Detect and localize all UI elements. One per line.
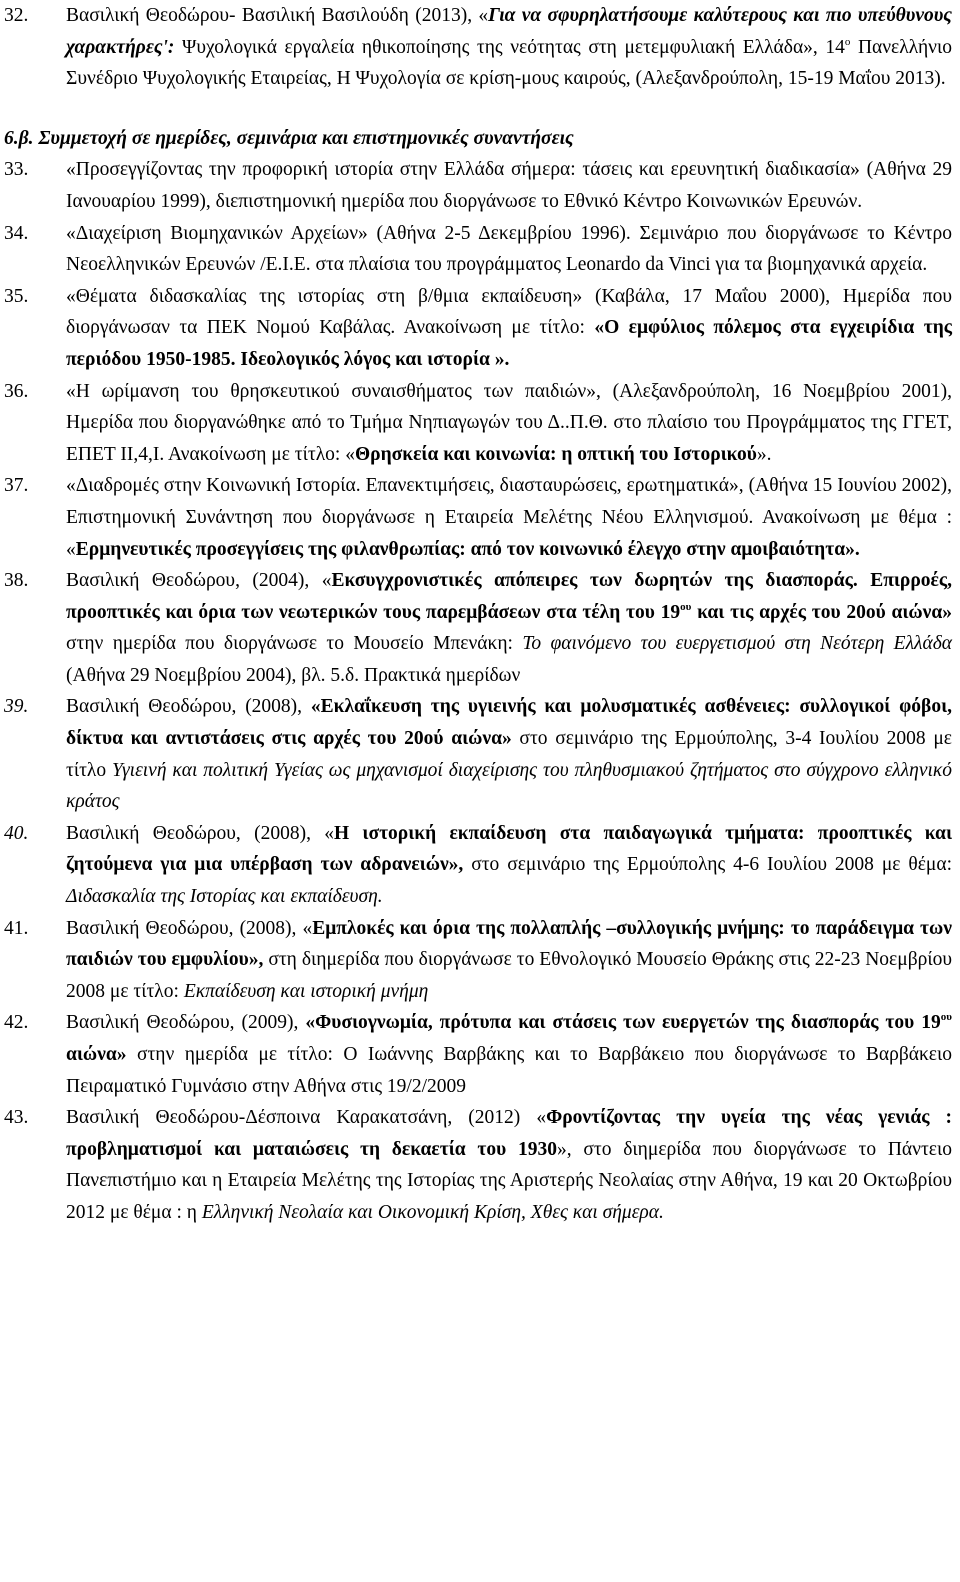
event-title: Εκπαίδευση και ιστορική μνήμη <box>183 980 429 1002</box>
entry-37 <box>4 470 952 565</box>
entry-text: Βασιλική Θεοδώρου, (2008), «Εμπλοκές και όρια της πολλαπλής –συλλογικής μνήμης: το παράδειγμα των παιδιών του εμφυλίου», στη διημερίδα που διοργάνωσε το Εθνολογικό Μουσείο Θράκης στις 22-23 Νοεμβρίου 2008 με τίτλο: Εκπαίδευση και ιστορική μνήμη <box>66 917 952 1002</box>
entry-34 <box>4 218 952 281</box>
entry-number: 42. <box>4 1012 29 1034</box>
entry-number: 36. <box>4 380 29 402</box>
entry-text: «Θέματα διδασκαλίας της ιστορίας στη β/θμια εκπαίδευση» (Καβάλα, 17 Μαΐου 2000), Ημερίδα που διοργάνωσαν τα ΠΕΚ Νομού Καβάλας. Ανακοίνωση με τίτλο: «Ο εμφύλιος πόλεμος στα εγχειρίδια της περιόδου 1950-1985. Ιδεολογικός λόγος και ιστορία ». <box>66 285 952 370</box>
entry-text: «Προσεγγίζοντας την προφορική ιστορία στην Ελλάδα σήμερα: τάσεις και ερευνητική διαδικασία» (Αθήνα 29 Ιανουαρίου 1999), διεπιστημονική ημερίδα που διοργάνωσε το Εθνικό Κέντρο Κοινωνικών Ερευνών. <box>66 159 952 212</box>
event-title: Διδασκαλία της Ιστορίας και εκπαίδευση. <box>66 886 383 908</box>
entry-38 <box>4 565 952 691</box>
entry-40 <box>4 818 952 913</box>
entry-35 <box>4 281 952 376</box>
entry-text: «Η ωρίμανση του θρησκευτικού συναισθήματος των παιδιών», (Αλεξανδρούπολη, 16 Νοεμβρίου 2001), Ημερίδα που διοργανώθηκε από το Τμήμα Νηπιαγωγών του Δ..Π.Θ. στο πλαίσιο του Προγράμματος της ΓΓΕΤ, ΕΠΕΤ ΙΙ,4,Ι. Ανακοίνωση με τίτλο: «Θρησκεία και κοινωνία: η οπτική του Ιστορικού». <box>66 380 952 465</box>
title-emphasis: Εμπλοκές και όρια της πολλαπλής –συλλογικής μνήμης: το παράδειγμα των παιδιών του εμφυλίου», <box>66 917 952 971</box>
title-emphasis: Ερμηνευτικές προσεγγίσεις της φιλανθρωπίας: από τον κοινωνικό έλεγχο στην αμοιβαιότητα». <box>75 538 860 560</box>
event-title: Υγιεινή και πολιτική Υγείας ως μηχανισμοί διαχείρισης του πληθυσμιακού ζητήματος στο σύγχρονο ελληνικό κράτος <box>66 759 953 813</box>
entry-number: 38. <box>4 570 29 592</box>
title-emphasis: «Εκλαΐκευση της υγιεινής και μολυσματικές ασθένειες: συλλογικοί φόβοι, δίκτυα και αντιστάσεις στις αρχές του 20ού αιώνα» <box>66 696 952 750</box>
entry-text: Βασιλική Θεοδώρου, (2009), «Φυσιογνωμία, πρότυπα και στάσεις των ευεργετών της διασποράς του $19^{o\upsilon}$ αιώνα» στην ημερίδα με τίτλο: Ο Ιωάννης Βαρβάκης και το Βαρβάκειο που διοργάνωσε το Βαρβάκειο Πειραματικό Γυμνάσιο στην Αθήνα στις 19/2/2009 <box>66 1011 952 1097</box>
entry-number: 43. <box>4 1107 29 1129</box>
entry-text: «Διαχείριση Βιομηχανικών Αρχείων» (Αθήνα 2-5 Δεκεμβρίου 1996). Σεμινάριο που διοργάνωσε το Κέντρο Νεοελληνικών Ερευνών /Ε.Ι.Ε. στα πλαίσια του προγράμματος Leonardo da Vinci για τα βιομηχανικά αρχεία. <box>66 222 952 276</box>
entry-number: 41. <box>4 917 29 939</box>
entry-36 <box>4 376 952 471</box>
event-title: Το φαινόμενο του ευεργετισμού στη Νεότερη Ελλάδα <box>522 633 952 655</box>
title-emphasis: Εκσυγχρονιστικές απόπειρες των δωρητών της διασποράς. Επιρροές, προοπτικές και όρια των νεωτερικών τους παρεμβάσεων στα τέλη του 19 <box>66 570 952 623</box>
entry-text: «Διαδρομές στην Κοινωνική Ιστορία. Επανεκτιμήσεις, διασταυρώσεις, ερωτηματικά», (Αθήνα 15 Ιουνίου 2002), Επιστημονική Συνάντηση που διοργάνωσε η Εταιρεία Μελέτης Νέου Ελληνισμού. Ανακοίνωση με θέμα : «Ερμηνευτικές προσεγγίσεις της φιλανθρωπίας: από τον κοινωνικό έλεγχο στην αμοιβαιότητα». <box>66 475 952 560</box>
entry-43 <box>4 1102 952 1228</box>
event-title: Ελληνική Νεολαία και Οικονομική Κρίση, Χθες και σήμερα. <box>201 1201 664 1223</box>
entry-number: 32. <box>4 5 29 26</box>
section-heading: 6.β. Συμμετοχή σε ημερίδες, σεμινάρια και επιστημονικές συναντήσεις <box>4 127 574 149</box>
entry-39 <box>4 691 952 817</box>
entry-text: Βασιλική Θεοδώρου-Δέσποινα Καρακατσάνη, (2012) «Φροντίζοντας την υγεία της νέας γενιάς : προβληματισμοί και ματαιώσεις τη δεκαετία του 1930», στο διημερίδα που διοργάνωσε το Πάντειο Πανεπιστήμιο και η Εταιρεία Μελέτης της Ιστορίας της Αριστερής Νεολαίας στην Αθήνα, 19 και 20 Οκτωβρίου 2012 με θέμα : η Ελληνική Νεολαία και Οικονομική Κρίση, Χθες και σήμερα. <box>66 1107 952 1223</box>
entry-number: 39. <box>4 696 29 718</box>
title-emphasis: Η ιστορική εκπαίδευση στα παιδαγωγικά τμήματα: προοπτικές και ζητούμενα για μια υπέρβαση των αδρανειών», <box>66 822 952 876</box>
entry-number: 33. <box>4 159 29 181</box>
entry-number: 34. <box>4 222 29 244</box>
entry-number: 35. <box>4 285 29 307</box>
entry-33 <box>4 154 952 217</box>
title-emphasis: Θρησκεία και κοινωνία: η οπτική του Ιστορικού <box>354 443 757 465</box>
title-emphasis: «Ο εμφύλιος πόλεμος στα εγχειρίδια της περιόδου 1950-1985. Ιδεολογικός λόγος και ιστορία ». <box>66 317 952 370</box>
entry-42 <box>4 1007 952 1102</box>
title-emphasis: Φροντίζοντας την υγεία της νέας γενιάς : προβληματισμοί και ματαιώσεις τη δεκαετία του 1930 <box>66 1107 952 1160</box>
entry-41 <box>4 913 952 1008</box>
entry-text: Βασιλική Θεοδώρου, (2008), «Εκλαΐκευση της υγιεινής και μολυσματικές ασθένειες: συλλογικοί φόβοι, δίκτυα και αντιστάσεις στις αρχές του 20ού αιώνα» στο σεμινάριο της Ερμούπολης, 3-4 Ιουλίου 2008 με τίτλο Υγιεινή και πολιτική Υγείας ως μηχανισμοί διαχείρισης του πληθυσμιακού ζητήματος στο σύγχρονο ελληνικό κράτος <box>66 696 953 813</box>
entry-32 <box>4 0 952 95</box>
title-emphasis: Για να σφυρηλατήσουμε καλύτερους και πιο υπεύθυνους χαρακτήρες': <box>66 5 952 58</box>
entry-number: 37. <box>4 475 29 497</box>
entry-text: Βασιλική Θεοδώρου- Βασιλική Βασιλούδη (2013), «Για να σφυρηλατήσουμε καλύτερους και πιο υπεύθυνους χαρακτήρες': Ψυχολογικά εργαλεία ηθικοποίησης της νεότητας στη μετεμφυλιακή Ελλάδα», $14^o$ Πανελλήνιο Συνέδριο Ψυχολογικής Εταιρείας, Η Ψυχολογία σε κρίση-μους καιρούς, (Αλεξανδρούπολη, 15-19 Μαΐου 2013). <box>66 5 952 90</box>
entry-text: Βασιλική Θεοδώρου, (2004), «Εκσυγχρονιστικές απόπειρες των δωρητών της διασποράς. Επιρροές, προοπτικές και όρια των νεωτερικών τους παρεμβάσεων στα τέλη του $19^{o\upsilon}$ και τις αρχές του 20ού αιώνα» στην ημερίδα που διοργάνωσε το Μουσείο Μπενάκη: Το φαινόμενο του ευεργετισμού στη Νεότερη Ελλάδα (Αθήνα 29 Νοεμβρίου 2004), βλ. 5.δ. Πρακτικά ημερίδων <box>66 570 952 686</box>
entry-number: 40. <box>4 822 29 844</box>
entry-text: Βασιλική Θεοδώρου, (2008), «Η ιστορική εκπαίδευση στα παιδαγωγικά τμήματα: προοπτικές και ζητούμενα για μια υπέρβαση των αδρανειών», στο σεμινάριο της Ερμούπολης 4-6 Ιουλίου 2008 με θέμα: Διδασκαλία της Ιστορίας και εκπαίδευση. <box>66 822 952 908</box>
title-emphasis: «Φυσιογνωμία, πρότυπα και στάσεις των ευεργετών της διασποράς του 19 <box>305 1012 941 1034</box>
